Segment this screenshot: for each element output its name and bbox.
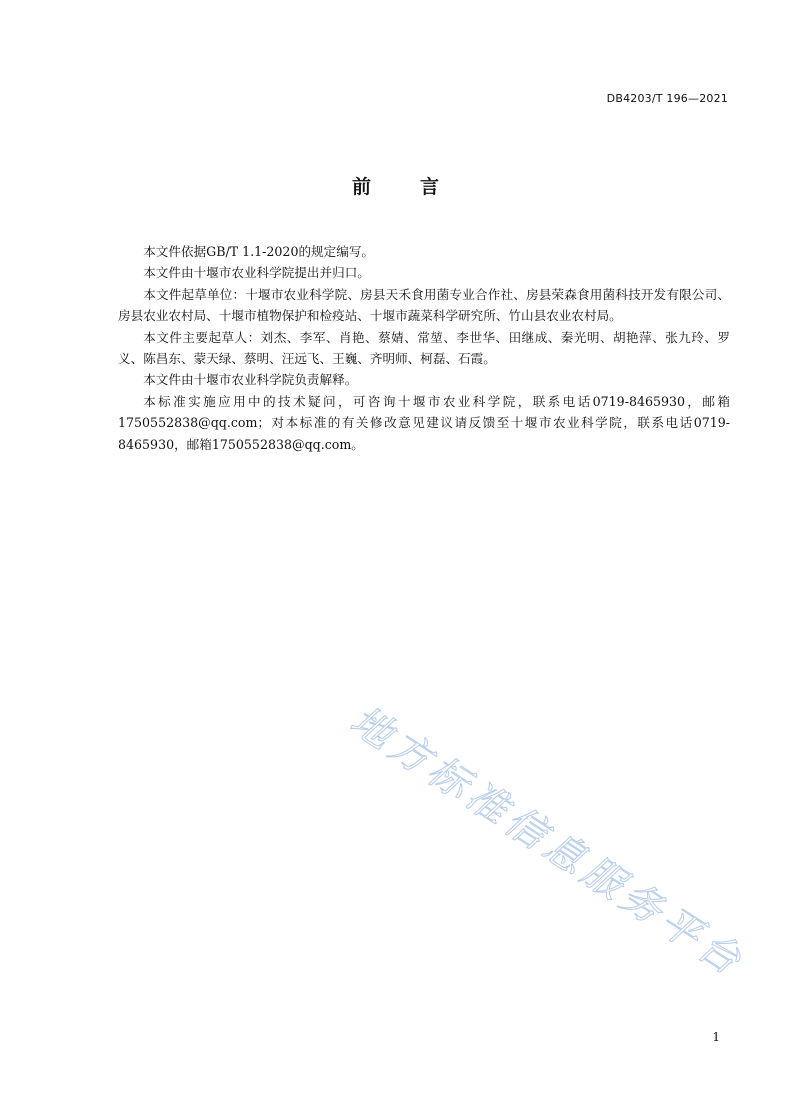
preface-body	[118, 241, 730, 455]
title-char-1: 前	[351, 176, 372, 198]
paragraph-basis: 本文件依据GB/T 1.1-2020的规定编写。	[143, 244, 375, 259]
paragraph-interpretation: 本文件由十堰市农业科学院负责解释。	[143, 372, 358, 388]
page-title	[0, 172, 792, 199]
watermark: 地方标准信息服务平台	[342, 697, 753, 987]
paragraph-drafters: 本文件主要起草人：刘杰、李军、肖艳、蔡婧、常堃、李世华、田继成、秦光明、胡艳萍、张九玲、罗义、陈昌东、蒙天绿、蔡明、汪远飞、王巍、齐明师、柯磊、石霞。	[118, 329, 730, 367]
paragraph-proposer: 本文件由十堰市农业科学院提出并归口。	[143, 265, 370, 281]
page-number: 1	[712, 1030, 720, 1044]
paragraph-contact: 本标准实施应用中的技术疑问，可咨询十堰市农业科学院，联系电话0719-8465930，邮箱1750552838@qq.com；对本标准的有关修改意见建议请反馈至十堰市农业科学院，联系电话0719-8465930，邮箱1750552838@qq.com。	[118, 393, 730, 452]
paragraph-drafting-units: 本文件起草单位：十堰市农业科学院、房县天禾食用菌专业合作社、房县荣森食用菌科技开发有限公司、房县农业农村局、十堰市植物保护和检疫站、十堰市蔬菜科学研究所、竹山县农业农村局。	[118, 286, 730, 324]
title-char-2: 言	[420, 176, 441, 198]
document-code: DB4203/T 196—2021	[606, 92, 728, 105]
